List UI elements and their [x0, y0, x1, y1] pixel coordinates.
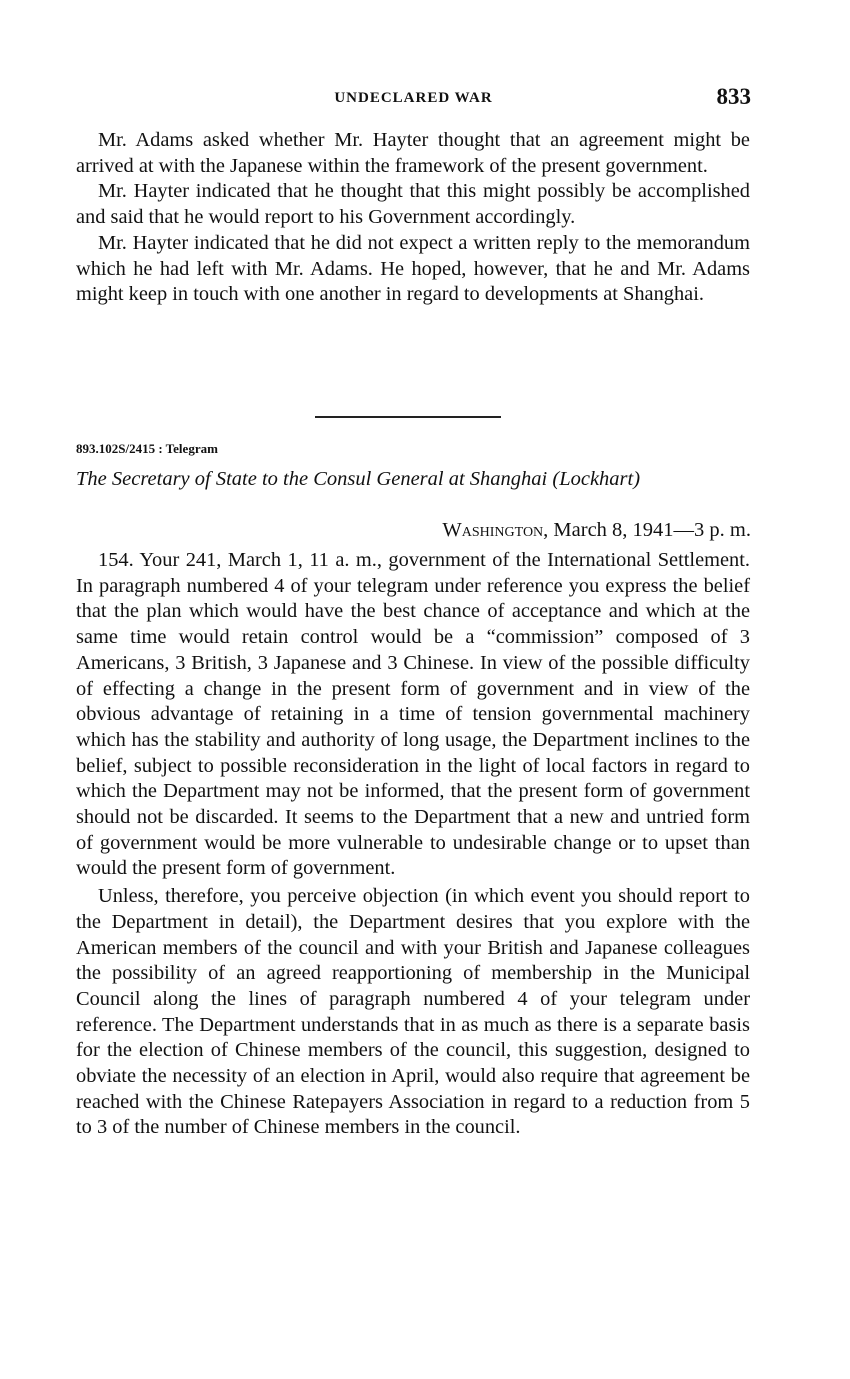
dateline-place: Washington [442, 519, 544, 541]
caption-lead: The Secretary of State to the Consul General at Shanghai ( [76, 468, 560, 490]
caption-name: Lockhart [559, 468, 634, 490]
running-head [76, 84, 751, 116]
paragraph: Unless, therefore, you perceive objection (in which event you should report to the Department in detail), the Department desires that you explore with the American members of the council and with your British and Japanese colleagues the possibility of an agreed reapportioning of membership in the Municipal Council along the lines of paragraph numbered 4 of your telegram under reference. The Department understands that in as much as there is a separate basis for the election of Chinese members of the council, this suggestion, designed to obviate the necessity of an election in April, would also require that agreement be reached with the Chinese Ratepayers Association in regard to a reduction from 5 to 3 of the number of Chinese members in the council. [76, 885, 750, 1139]
intro-text [76, 128, 750, 308]
dateline-date: , March 8, 1941—3 p. m. [543, 519, 751, 541]
document-reference: 893.102S/2415 : Telegram [76, 441, 218, 456]
dateline [442, 517, 751, 543]
section-divider [315, 416, 501, 418]
telegram-text [76, 548, 750, 1141]
page-number: 833 [716, 84, 751, 109]
paragraph: Mr. Adams asked whether Mr. Hayter thought that an agreement might be arrived at with the Japanese within the framework of the present government. [76, 129, 750, 177]
caption-end: ) [633, 468, 641, 490]
paragraph: Mr. Hayter indicated that he did not expect a written reply to the memorandum which he had left with Mr. Adams. He hoped, however, that he and Mr. Adams might keep in touch with one another in regard to developments at Shanghai. [76, 231, 750, 306]
running-title: UNDECLARED WAR [334, 90, 493, 106]
paragraph: 154. Your 241, March 1, 11 a. m., government of the International Settlement. In paragraph numbered 4 of your telegram under reference you express the belief that the plan which would have the best chance of acceptance and which at the same time would retain control would be a “commission” composed of 3 Americans, 3 British, 3 Japanese and 3 Chinese. In view of the possible difficulty of effecting a change in the present form of government and in view of the obvious advantage of retaining in a time of tension governmental machinery which has the stability and authority of long usage, the Department inclines to the belief, subject to possible reconsideration in the light of local factors in regard to which the Department may not be informed, that the present form of government should not be discarded. It seems to the Department that a new and untried form of government would be more vulnerable to undesirable change or to upset than would the present form of government. [76, 549, 750, 880]
document-caption [76, 466, 750, 492]
paragraph: Mr. Hayter indicated that he thought that this might possibly be accomplished and said that he would report to his Government accordingly. [76, 180, 750, 229]
